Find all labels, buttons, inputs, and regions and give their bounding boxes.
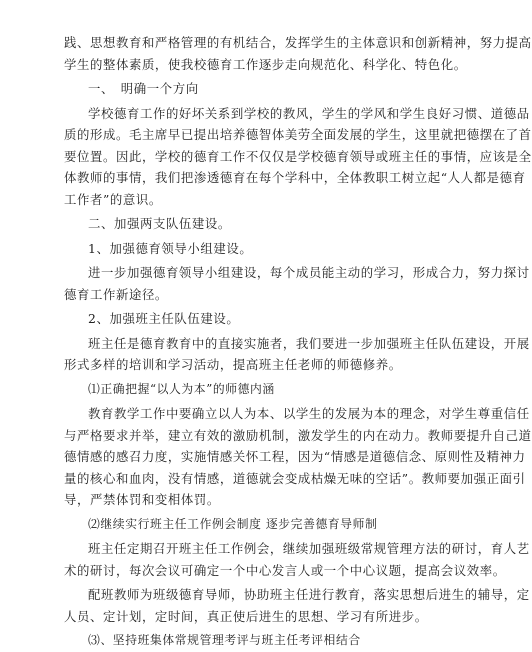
section-heading-direction: 一、 明确一个方向	[88, 81, 199, 96]
body-text-line: 班主任定期召开班主任工作例会，继续加强班级常规管理方法的研讨，育人艺	[88, 541, 530, 556]
body-text-line: 质的形成。毛主席早已提出培养德智体美劳全面发展的学生，这里就把德摆在了首	[64, 127, 532, 142]
body-text-line: 人员、定计划，定时间，真正使后进生的思想、学习有所进步。	[64, 608, 428, 624]
body-text-line: 教育教学工作中要确立以人为本、以学生的发展为本的理念，对学生尊重信任	[88, 406, 530, 421]
body-text-line: 工作者”的意识。	[64, 191, 162, 207]
body-text-line: 践、思想教育和严格管理的有机结合，发挥学生的主体意识和创新精神，努力提高	[64, 35, 532, 50]
body-text-line: 要位置。因此，学校的德育工作不仅仅是学校德育领导或班主任的事情，应该是全	[64, 148, 532, 164]
body-text-line: 导，严禁体罚和变相体罚。	[64, 492, 220, 507]
item-heading-2: ⑵继续实行班主任工作例会制度 逐步完善德育导师制	[88, 516, 378, 531]
subsection-heading-leadership: 1、加强德育领导小组建设。	[88, 240, 253, 256]
body-text-line: 体教师的事情，我们把渗透德育在每个学科中，全体教职工树立起“人人都是德育	[64, 170, 526, 185]
body-text-line: 配班教师为班级德育导师，协助班主任进行教育，落实思想后进生的辅导，定	[88, 587, 530, 602]
section-heading-teams: 二、加强两支队伍建设。	[88, 216, 231, 231]
body-text-line: 与严格要求并举，建立有效的激励机制，激发学生的内在动力。教师要提升自己道	[64, 427, 532, 443]
body-text-line: 学生的整体素质，使我校德育工作逐步走向规范化、科学化、特色化。	[64, 56, 467, 72]
item-heading-1: ⑴正确把握“以人为本”的师德内涵	[88, 381, 275, 396]
body-text-line: 术的研讨，每次会议可确定一个中心发言人或一个中心议题，提高会议效率。	[64, 562, 506, 578]
body-text-line: 学校德育工作的好坏关系到学校的教风，学生的学风和学生良好习惯、道德品	[88, 105, 530, 121]
body-text-line: 德情感的感召力度，实施情感关怀工程，因为“情感是道德信念、原则性及精神力	[64, 449, 526, 464]
body-text-line: 形式多样的培训和学习活动，提高班主任老师的师德修养。	[64, 357, 402, 372]
subsection-heading-class-teachers: 2、加强班主任队伍建设。	[88, 311, 240, 326]
body-text-line: 进一步加强德育领导小组建设，每个成员能主动的学习，形成合力，努力探讨	[88, 265, 530, 280]
body-text-line: 班主任是德育教育中的直接实施者，我们要进一步加强班主任队伍建设，开展	[88, 335, 530, 351]
item-heading-3: ⑶、坚持班集体常规管理考评与班主任考评相结合	[88, 633, 361, 647]
body-text-line: 德育工作新途径。	[64, 286, 168, 302]
body-text-line: 量的核心和血肉，没有情感，道德就会变成枯燥无味的空话”。教师要加强正面引	[64, 470, 526, 486]
